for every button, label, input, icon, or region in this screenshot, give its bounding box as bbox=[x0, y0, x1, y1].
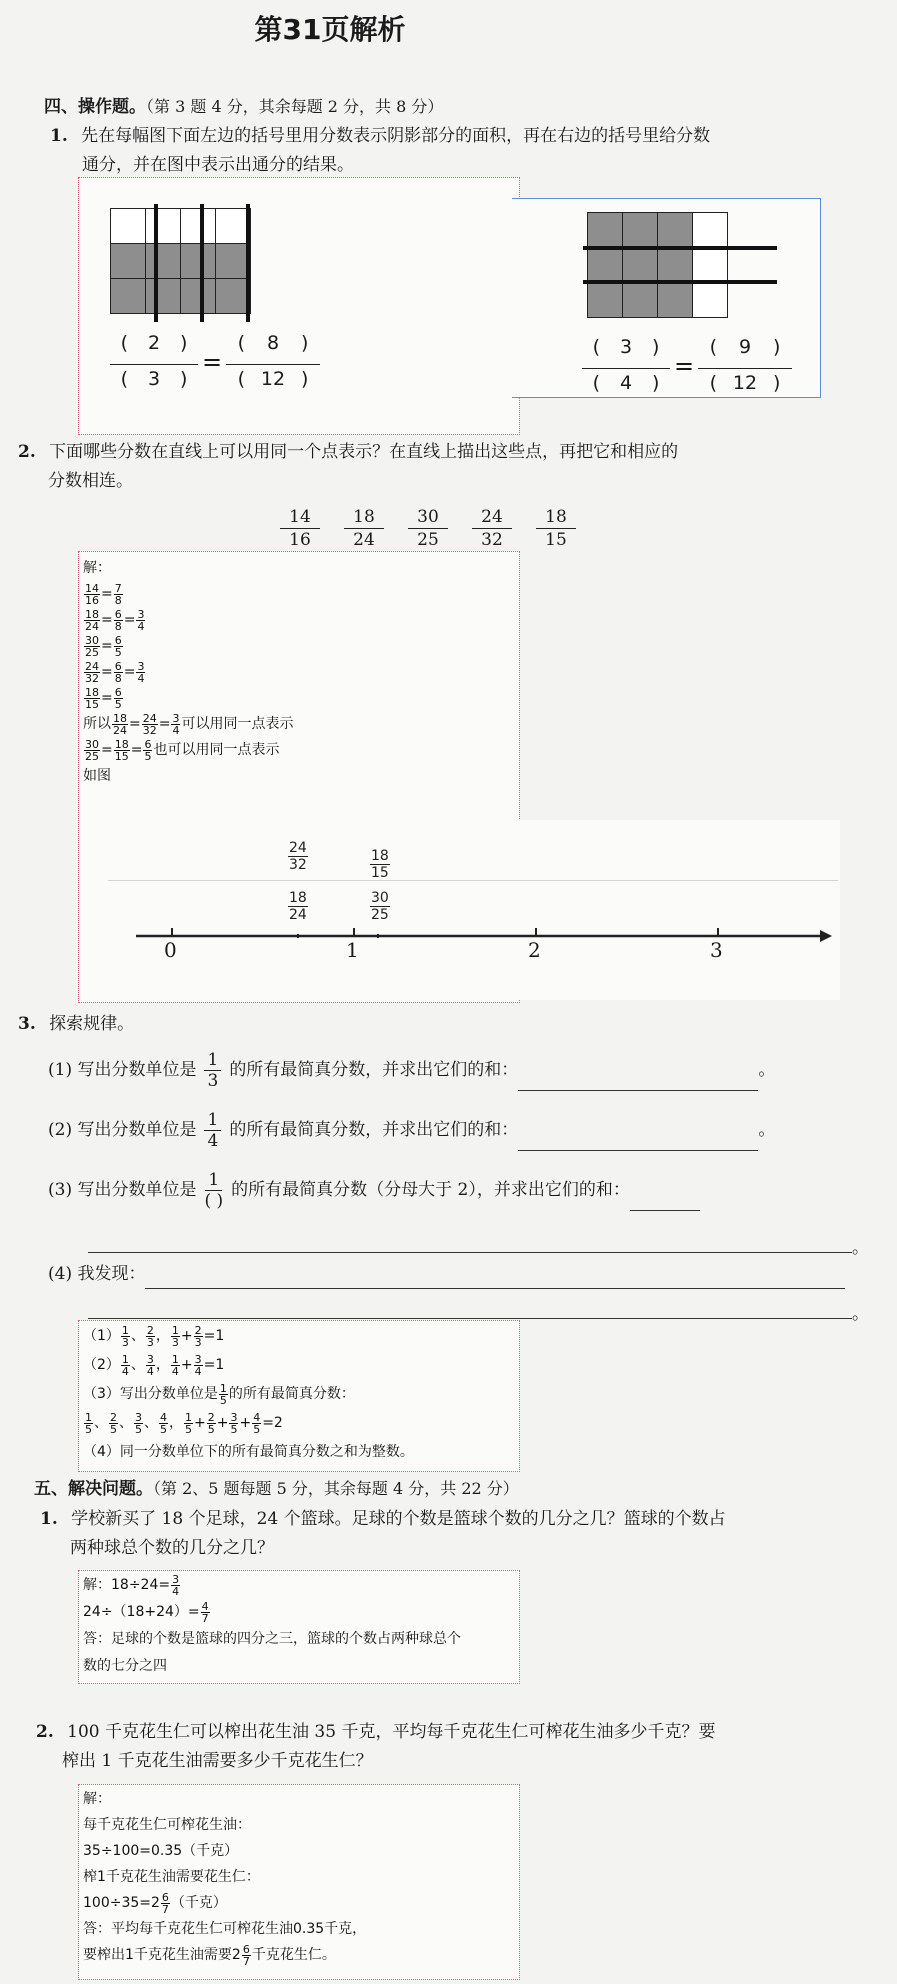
s5-q1-line1: 学校新买了 18 个足球，24 个篮球。足球的个数是篮球个数的几分之几？篮球的个数占 bbox=[71, 1509, 726, 1529]
fraction: $\frac{6}{8}$ bbox=[114, 607, 122, 633]
left-numerator-1: 2 bbox=[147, 332, 161, 354]
fraction: $\frac{18}{24}$ bbox=[113, 711, 127, 737]
s4-q2-line1: 下面哪些分数在直线上可以用同一个点表示？在直线上描出这些点，再把它和相应的 bbox=[49, 442, 679, 462]
fraction: $\frac{3}{4}$ bbox=[137, 659, 145, 685]
fraction: $\frac{1}{5}$ bbox=[85, 1410, 92, 1436]
divider-line bbox=[200, 204, 204, 322]
answer-line: 答：平均每千克花生仁可榨花生油0.35千克， bbox=[83, 1921, 367, 1937]
s4-q2-text bbox=[18, 438, 878, 496]
s4-q2-answer-text bbox=[83, 555, 503, 789]
answer-line: 解：18÷24= $\frac{3}{4}$ bbox=[83, 1572, 180, 1598]
fraction: $\frac{2}{5}$ bbox=[110, 1410, 117, 1436]
given-fraction: 14 16 bbox=[280, 506, 320, 551]
left-denominator-2: 12 bbox=[260, 368, 286, 390]
tick-label: 0 bbox=[164, 938, 177, 962]
section5-note: （第 2、5 题每题 5 分，其余每题 4 分，共 22 分） bbox=[153, 1479, 519, 1498]
answer-line: 如图 bbox=[83, 768, 111, 784]
fraction: $\frac{1}{3}$ bbox=[121, 1323, 129, 1349]
s5-q1-line2: 两种球总个数的几分之几？ bbox=[70, 1538, 274, 1558]
s4-q2-fraction-list bbox=[280, 506, 600, 552]
section4-heading bbox=[44, 92, 443, 117]
answer-line: 100÷35=2 $\frac{6}{7}$ （千克） bbox=[83, 1890, 227, 1916]
fraction: $\frac{4}{5}$ bbox=[253, 1410, 261, 1436]
section4-note: （第 3 题 4 分，其余每题 2 分，共 8 分） bbox=[146, 97, 444, 116]
fraction: $\frac{18}{15}$ bbox=[85, 685, 99, 711]
numberline-fraction: $\frac{18}{15}$ bbox=[371, 848, 389, 881]
fraction: $\frac{2}{5}$ bbox=[207, 1410, 215, 1436]
answer-line: （2） $\frac{1}{4}$ 、 $\frac{3}{4}$ ， $\frac{1}{4}$ + $\frac{3}{4}$ =1 bbox=[83, 1352, 225, 1378]
period: 。 bbox=[852, 1238, 869, 1258]
section5-title: 五、解决问题。 bbox=[34, 1479, 153, 1499]
s4-q3-number: 3. bbox=[18, 1014, 36, 1034]
s5-q1-text bbox=[40, 1505, 890, 1563]
s4-q1-line1: 先在每幅图下面左边的括号里用分数表示阴影部分的面积，再在右边的括号里给分数 bbox=[81, 126, 711, 146]
answer-line: $\frac{18}{15}$ = $\frac{6}{5}$ bbox=[85, 685, 122, 711]
answer-line: （4）同一分数单位下的所有最简真分数之和为整数。 bbox=[83, 1444, 414, 1460]
page-title: 第31页解析 bbox=[254, 13, 406, 46]
right-fraction-grid bbox=[587, 212, 728, 318]
equals-sign: = bbox=[674, 352, 695, 380]
number-line-area bbox=[80, 820, 840, 1000]
numberline-fraction: $\frac{30}{25}$ bbox=[371, 890, 389, 923]
s5-q2-number: 2. bbox=[36, 1722, 54, 1742]
numberline-fraction: $\frac{18}{24}$ bbox=[289, 890, 307, 923]
answer-blank[interactable] bbox=[145, 1270, 845, 1289]
answer-line: 解： bbox=[83, 1791, 111, 1807]
fraction: $\frac{6}{5}$ bbox=[114, 685, 122, 711]
s5-q1-number: 1. bbox=[40, 1509, 58, 1529]
s5-q2-line2: 榨出 1 千克花生油需要多少千克花生仁？ bbox=[62, 1751, 373, 1771]
fraction: $\frac{3}{4}$ bbox=[172, 1572, 180, 1598]
left-numerator-2: 8 bbox=[266, 332, 280, 354]
answer-blank[interactable] bbox=[518, 1072, 758, 1091]
answer-line: $\frac{30}{25}$ = $\frac{6}{5}$ bbox=[85, 633, 122, 659]
fraction: $\frac{1}{4}$ bbox=[121, 1352, 129, 1378]
right-numerator-1: 3 bbox=[619, 336, 633, 358]
divider-line bbox=[246, 204, 250, 322]
s4-q2-number: 2. bbox=[18, 442, 36, 462]
fraction: $\frac{24}{32}$ bbox=[142, 711, 157, 737]
s4-q3-item-2: (2) 写出分数单位是 $\frac{1}{4}$ 的所有最简真分数，并求出它们的和： 。 bbox=[48, 1110, 776, 1151]
answer-line: 所以 $\frac{18}{24}$ = $\frac{24}{32}$ = $\frac{3}{4}$ 可以用同一点表示 bbox=[83, 711, 294, 737]
fraction: $\frac{3}{5}$ bbox=[135, 1410, 142, 1436]
s5-q2-answer-text bbox=[83, 1786, 513, 1968]
answer-label: 解： bbox=[83, 560, 111, 576]
answer-line: $\frac{30}{25}$ = $\frac{18}{15}$ = $\frac{6}{5}$ 也可以用同一点表示 bbox=[85, 737, 280, 763]
fraction: $\frac{3}{4}$ bbox=[146, 1352, 154, 1378]
answer-line: 榨1千克花生油需要花生仁： bbox=[83, 1869, 260, 1885]
fraction: $\frac{6}{5}$ bbox=[144, 737, 152, 763]
s4-q3-item-3: (3) 写出分数单位是 $\frac{1}{( )}$ 的所有最简真分数（分母大于 2），并求出它们的和： bbox=[48, 1170, 897, 1218]
fraction: $\frac{1}{3}$ bbox=[171, 1323, 179, 1349]
answer-blank-line[interactable] bbox=[88, 1318, 852, 1319]
right-denominator-1: 4 bbox=[619, 372, 633, 394]
answer-blank[interactable] bbox=[630, 1192, 700, 1211]
arrow-icon bbox=[820, 930, 832, 942]
numberline-fraction: $\frac{24}{32}$ bbox=[289, 840, 307, 873]
answer-line: 数的七分之四 bbox=[83, 1658, 167, 1674]
fraction: $\frac{2}{3}$ bbox=[146, 1323, 154, 1349]
right-numerator-2: 9 bbox=[738, 336, 752, 358]
fraction: $\frac{6}{8}$ bbox=[114, 659, 122, 685]
fraction: $\frac{3}{4}$ bbox=[137, 607, 145, 633]
s5-q1-answer-text bbox=[83, 1572, 513, 1680]
answer-line: 24÷（18+24）= $\frac{4}{7}$ bbox=[83, 1599, 209, 1625]
fraction: $\frac{6}{5}$ bbox=[114, 633, 122, 659]
fraction: $\frac{18}{15}$ bbox=[114, 737, 129, 763]
equals-sign: = bbox=[202, 348, 223, 376]
s4-q1-text bbox=[50, 122, 880, 180]
fraction: $\frac{7}{8}$ bbox=[114, 581, 122, 607]
s4-q3-title: 探索规律。 bbox=[49, 1014, 135, 1034]
fraction: $\frac{4}{5}$ bbox=[160, 1410, 167, 1436]
answer-blank-line[interactable] bbox=[88, 1252, 852, 1253]
answer-line: $\frac{14}{16}$ = $\frac{7}{8}$ bbox=[85, 581, 122, 607]
s4-q1-line2: 通分，并在图中表示出通分的结果。 bbox=[82, 155, 354, 175]
s5-q2-line1: 100 千克花生仁可以榨出花生油 35 千克，平均每千克花生仁可榨花生油多少千克？要 bbox=[67, 1722, 716, 1742]
tick-label: 2 bbox=[528, 938, 541, 962]
s4-q3-item-1: (1) 写出分数单位是 $\frac{1}{3}$ 的所有最简真分数，并求出它们的和： 。 bbox=[48, 1050, 776, 1091]
given-fraction: 24 32 bbox=[472, 506, 512, 551]
section5-heading bbox=[34, 1474, 519, 1499]
fraction: $\frac{30}{25}$ bbox=[85, 633, 99, 659]
fraction: $\frac{1}{4}$ bbox=[171, 1352, 179, 1378]
fraction: $\frac{1}{5}$ bbox=[185, 1410, 192, 1436]
fraction: $\frac{14}{16}$ bbox=[85, 581, 99, 607]
s5-q2-text bbox=[36, 1718, 886, 1776]
s4-q3-text bbox=[18, 1010, 134, 1039]
fraction: $\frac{3}{4}$ bbox=[194, 1352, 202, 1378]
given-fraction: 18 15 bbox=[536, 506, 576, 551]
answer-line: （3）写出分数单位是 $\frac{1}{5}$ 的所有最简真分数： bbox=[83, 1381, 355, 1407]
fraction: $\frac{24}{32}$ bbox=[85, 659, 99, 685]
given-fraction: 30 25 bbox=[408, 506, 448, 551]
s4-q2-line2: 分数相连。 bbox=[48, 471, 133, 491]
answer-line: 要榨出1千克花生油需要2 $\frac{6}{7}$ 千克花生仁。 bbox=[83, 1942, 336, 1968]
answer-line: $\frac{24}{32}$ = $\frac{6}{8}$ = $\frac{3}{4}$ bbox=[85, 659, 145, 685]
left-denominator-1: 3 bbox=[147, 368, 161, 390]
answer-line: $\frac{1}{5}$ 、 $\frac{2}{5}$ 、 $\frac{3}{5}$ 、 $\frac{4}{5}$ ， $\frac{1}{5}$ + $\frac{2}{5}$ + $\frac{3}{5}$ + $\frac{4}{5}$ =2 bbox=[85, 1410, 283, 1436]
fraction: $\frac{18}{24}$ bbox=[85, 607, 99, 633]
tick-label: 1 bbox=[346, 938, 359, 962]
s4-q3-item-4: (4) 我发现： bbox=[48, 1260, 888, 1289]
divider-line bbox=[583, 280, 777, 284]
period: 。 bbox=[852, 1304, 869, 1324]
fraction: $\frac{2}{3}$ bbox=[194, 1323, 202, 1349]
answer-line: 每千克花生仁可榨花生油： bbox=[83, 1817, 251, 1833]
given-fraction: 18 24 bbox=[344, 506, 384, 551]
fraction: $\frac{30}{25}$ bbox=[85, 737, 99, 763]
tick-label: 3 bbox=[710, 938, 723, 962]
fraction: $\frac{3}{5}$ bbox=[230, 1410, 238, 1436]
answer-blank[interactable] bbox=[518, 1132, 758, 1151]
fraction: $\frac{1}{5}$ bbox=[219, 1381, 227, 1407]
left-fraction-grid bbox=[110, 208, 251, 314]
s4-q1-number: 1. bbox=[50, 126, 68, 146]
s4-q3-answer-text bbox=[83, 1322, 513, 1467]
fraction: $\frac{6}{7}$ bbox=[161, 1890, 169, 1916]
answer-line: （1） $\frac{1}{3}$ 、 $\frac{2}{3}$ ， $\frac{1}{3}$ + $\frac{2}{3}$ =1 bbox=[83, 1323, 225, 1349]
section4-title: 四、操作题。 bbox=[44, 97, 146, 117]
right-denominator-2: 12 bbox=[732, 372, 758, 394]
answer-line: $\frac{18}{24}$ = $\frac{6}{8}$ = $\frac{3}{4}$ bbox=[85, 607, 145, 633]
answer-line: 35÷100=0.35（千克） bbox=[83, 1843, 239, 1859]
answer-line: 答：足球的个数是篮球的四分之三，篮球的个数占两种球总个 bbox=[83, 1631, 461, 1647]
fraction: $\frac{4}{7}$ bbox=[201, 1599, 209, 1625]
divider-line bbox=[583, 246, 777, 250]
fraction: $\frac{6}{7}$ bbox=[242, 1942, 250, 1968]
fraction: $\frac{3}{4}$ bbox=[172, 711, 180, 737]
divider-line bbox=[154, 204, 158, 322]
